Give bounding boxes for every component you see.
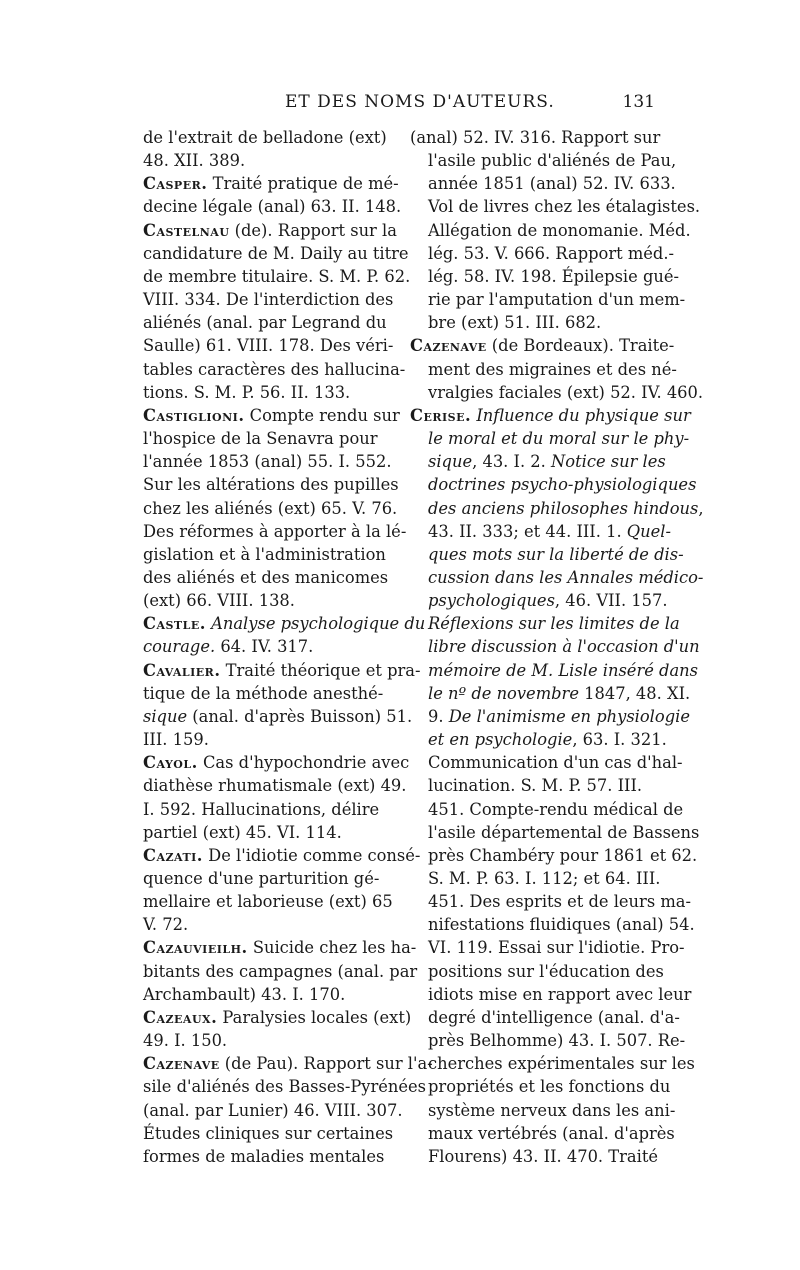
entry-line: vralgies faciales (ext) 52. IV. 460. [428,382,704,402]
entry-author: Casper. [143,174,208,194]
index-entry [143,219,411,404]
entry-line: rie par l'amputation d'un mem- [428,290,686,310]
entry-line: Castiglioni. Compte rendu sur [143,405,400,425]
entry-author: Castiglioni. [143,405,245,425]
index-entry [143,844,421,937]
entry-line: tions. S. M. P. 56. II. 133. [143,382,351,402]
index-entry [143,751,410,844]
entry-line: Réflexions sur les limites de la [428,614,680,634]
entry-line: de membre titulaire. S. M. P. 62. [143,266,411,286]
entry-line: bre (ext) 51. III. 682. [428,313,602,333]
entry-line: gislation et à l'administration [143,544,386,564]
running-title: ET DES NOMS D'AUTEURS. [285,92,555,112]
entry-line: l'hospice de la Senavra pour [143,429,378,449]
entry-line: mémoire de M. Lisle inséré dans [428,660,699,680]
index-entry [143,404,407,612]
entry-line: ques mots sur la liberté de dis- [428,544,684,564]
entry-line: Cerise. Influence du physique sur [410,405,691,425]
entry-line: lég. 53. V. 666. Rapport méd.- [428,243,675,263]
entry-line: (ext) 66. VIII. 138. [143,591,295,611]
entry-line: des anciens philosophes hindous, [428,498,704,518]
entry-line: aliénés (anal. par Legrand du [143,313,387,333]
entry-line: quence d'une parturition gé- [143,869,380,888]
right-column [410,126,704,1168]
entry-line: propriétés et les fonctions du [428,1077,671,1097]
entry-line: Cazeaux. Paralysies locales (ext) [143,1007,412,1027]
entry-line: Cazati. De l'idiotie comme consé- [143,845,421,865]
entry-author: Cayol. [143,753,198,773]
entry-author: Cerise. [410,405,472,425]
page-header [140,92,655,118]
entry-line: l'année 1853 (anal) 55. I. 552. [143,452,392,472]
entry-line: Flourens) 43. II. 470. Traité [428,1146,659,1166]
entry-line: l'asile public d'aliénés de Pau, [428,151,677,171]
entry-line: cherches expérimentales sur les [428,1054,695,1074]
entry-line: sique (anal. d'après Buisson) 51. [143,706,413,726]
entry-line: Communication d'un cas d'hal- [428,753,683,773]
entry-line: 9. De l'animisme en physiologie [428,706,690,726]
entry-line: courage. 64. IV. 317. [143,637,314,657]
entry-line: S. M. P. 63. I. 112; et 64. III. [428,869,661,888]
entry-line: V. 72. [143,915,189,935]
entry-author: Cazati. [143,845,203,865]
index-entry [410,334,704,403]
index-entry [143,1006,412,1052]
entry-line: Cazenave (de Bordeaux). Traite- [410,336,675,356]
entry-line: près Belhomme) 43. I. 507. Re- [428,1031,686,1051]
entry-author: Cazeaux. [143,1007,218,1027]
entry-line: tique de la méthode anesthé- [143,683,384,703]
entry-line: (anal) 52. IV. 316. Rapport sur [410,128,661,147]
entry-line: 451. Compte-rendu médical de [428,799,684,819]
entry-line: candidature de M. Daily au titre [143,243,409,263]
entry-line: de l'extrait de belladone (ext) [143,128,387,147]
entry-line: Études cliniques sur certaines [143,1123,394,1143]
entry-line: sile d'aliénés des Basses-Pyrénées [143,1077,427,1097]
entry-line: Castelnau (de). Rapport sur la [143,220,397,240]
entry-line: ment des migraines et des né- [428,359,677,379]
entry-line: idiots mise en rapport avec leur [428,984,692,1004]
entry-line: VIII. 334. De l'interdiction des [143,290,394,310]
entry-line: Saulle) 61. VIII. 178. Des véri- [143,336,394,356]
entry-line: chez les aliénés (ext) 65. V. 76. [143,498,398,518]
entry-line: Cazauvieilh. Suicide chez les ha- [143,938,417,958]
entry-line: degré d'intelligence (anal. d'a- [428,1007,680,1027]
entry-line: cussion dans les Annales médico- [428,567,704,587]
index-entry [143,1052,433,1168]
entry-line: (anal. par Lunier) 46. VIII. 307. [143,1100,403,1120]
entry-author: Cazenave [143,1054,220,1074]
index-entry [143,659,421,752]
entry-line: VI. 119. Essai sur l'idiotie. Pro- [428,938,685,958]
entry-line: diathèse rhumatismale (ext) 49. [143,776,407,796]
entry-author: Castle. [143,614,206,634]
entry-line: Sur les altérations des pupilles [143,475,399,495]
entry-line: decine légale (anal) 63. II. 148. [143,197,402,217]
entry-line: Casper. Traité pratique de mé- [143,174,399,194]
entry-line: Cazenave (de Pau). Rapport sur l'a- [143,1054,433,1074]
entry-line: doctrines psycho-physiologiques [428,475,697,495]
entry-line: Vol de livres chez les étalagistes. [428,197,701,217]
index-entry [410,404,704,1168]
entry-line: 451. Des esprits et de leurs ma- [428,892,691,912]
entry-author: Castelnau [143,220,230,240]
entry-author: Cazauvieilh. [143,938,248,958]
entry-line: Cayol. Cas d'hypochondrie avec [143,753,410,773]
entry-line: l'asile départemental de Bassens [428,822,700,842]
entry-line: I. 592. Hallucinations, délire [143,799,380,819]
entry-line: Des réformes à apporter à la lé- [143,521,407,541]
index-entry [143,936,418,1005]
entry-line: 49. I. 150. [143,1031,228,1051]
entry-line: système nerveux dans les ani- [428,1100,676,1120]
entry-line: formes de maladies mentales [143,1146,385,1166]
entry-line: partiel (ext) 45. VI. 114. [143,822,342,842]
left-column [143,126,433,1168]
entry-line: le nº de novembre 1847, 48. XI. [428,683,691,703]
entry-line: lucination. S. M. P. 57. III. [428,776,643,796]
entry-line: III. 159. [143,730,209,750]
entry-line: 43. II. 333; et 44. III. 1. Quel- [428,521,671,541]
entry-author: Cavalier. [143,660,221,680]
entry-line: année 1851 (anal) 52. IV. 633. [428,174,676,194]
entry-line: tables caractères des hallucina- [143,359,406,379]
entry-line: nifestations fluidiques (anal) 54. [428,915,695,935]
entry-line: sique, 43. I. 2. Notice sur les [428,452,666,472]
entry-line: Archambault) 43. I. 170. [143,984,346,1004]
entry-line: maux vertébrés (anal. d'après [428,1123,675,1143]
entry-line: lég. 58. IV. 198. Épilepsie gué- [428,266,679,286]
entry-line: Cavalier. Traité théorique et pra- [143,660,421,680]
entry-author: Cazenave [410,336,487,356]
entry-line: positions sur l'éducation des [428,961,664,981]
index-entry [143,172,402,218]
entry-line: et en psychologie, 63. I. 321. [428,730,667,750]
entry-line: Allégation de monomanie. Méd. [428,220,691,240]
entry-line: 48. XII. 389. [143,151,246,171]
entry-line: près Chambéry pour 1861 et 62. [428,845,698,865]
index-entry [143,612,426,658]
entry-line: psychologiques, 46. VII. 157. [428,591,668,611]
entry-line: mellaire et laborieuse (ext) 65 [143,892,393,912]
entry-line: le moral et du moral sur le phy- [428,429,690,449]
entry-line: des aliénés et des manicomes [143,567,389,587]
entry-line: bitants des campagnes (anal. par [143,961,418,981]
entry-line: Castle. Analyse psychologique du [143,614,426,634]
entry-line: libre discussion à l'occasion d'un [428,637,700,657]
index-entry [410,126,701,334]
page-number: 131 [622,92,655,112]
index-entry [143,126,393,172]
